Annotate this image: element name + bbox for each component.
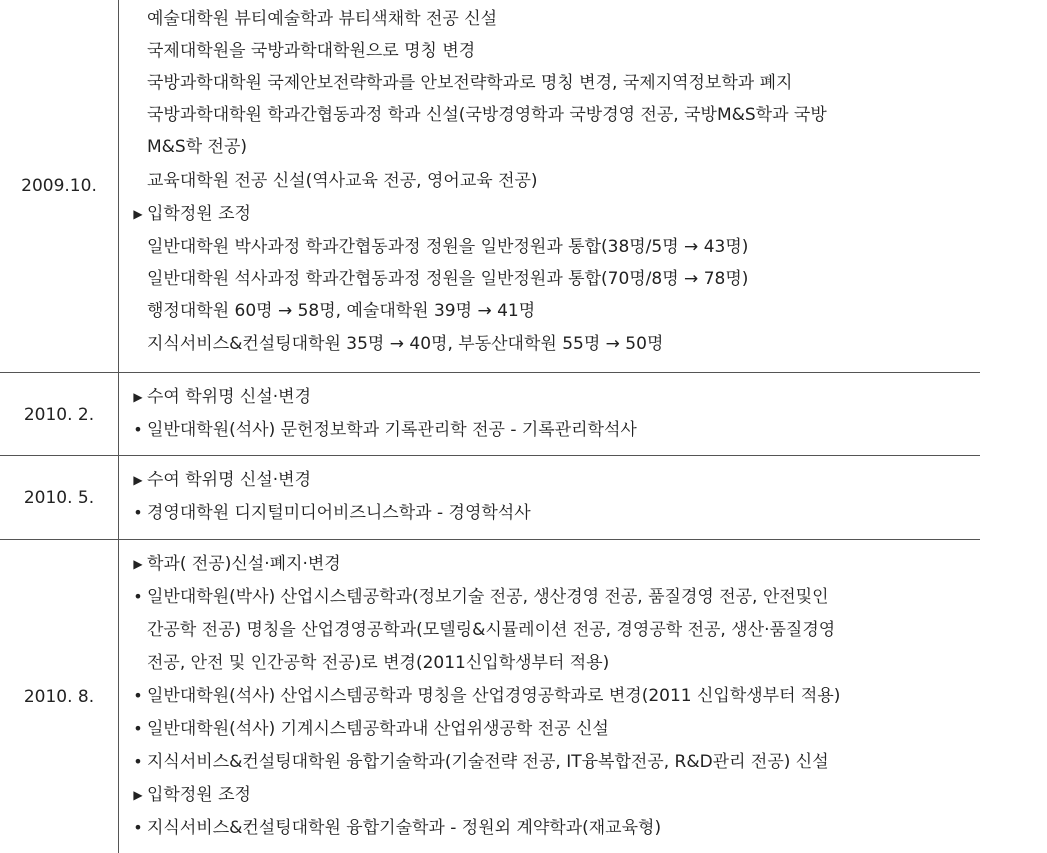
text-line bbox=[118, 386, 311, 408]
date-label: 2010. 2. bbox=[23, 404, 95, 425]
table-row bbox=[0, 0, 980, 372]
text-line bbox=[118, 333, 663, 355]
bullet-icon: • bbox=[133, 752, 143, 771]
bullet-icon: • bbox=[133, 503, 143, 522]
arrow-icon: ▶ bbox=[133, 473, 143, 487]
line-text: 수여 학위명 신설·변경 bbox=[147, 387, 312, 407]
text-line bbox=[118, 469, 311, 491]
date-label: 2009.10. bbox=[21, 176, 97, 196]
bullet-icon: • bbox=[133, 587, 143, 606]
text-line bbox=[118, 419, 637, 441]
text-line bbox=[118, 784, 251, 806]
line-text: 입학정원 조정 bbox=[147, 785, 251, 805]
line-text: 행정대학원 60명 → 58명, 예술대학원 39명 → 41명 bbox=[147, 301, 536, 321]
text-line bbox=[118, 619, 835, 641]
date-cell bbox=[0, 540, 118, 853]
bullet-icon: • bbox=[133, 420, 143, 439]
arrow-icon: ▶ bbox=[133, 557, 143, 571]
line-text: 전공, 안전 및 인간공학 전공)로 변경(2011신입학생부터 적용) bbox=[147, 653, 610, 673]
text-line bbox=[118, 236, 748, 258]
text-line bbox=[118, 817, 661, 839]
text-line bbox=[118, 72, 792, 94]
text-line bbox=[118, 751, 829, 773]
line-text: 경영대학원 디지털미디어비즈니스학과 - 경영학석사 bbox=[147, 503, 531, 523]
text-line bbox=[118, 40, 475, 62]
text-line bbox=[118, 553, 341, 575]
arrow-icon: ▶ bbox=[133, 207, 143, 221]
text-line bbox=[118, 718, 609, 740]
bullet-icon: • bbox=[133, 818, 143, 837]
arrow-icon: ▶ bbox=[133, 788, 143, 802]
line-text: 지식서비스&컨설팅대학원 융합기술학과(기술전략 전공, IT융복합전공, R&D관리 전공) 신설 bbox=[147, 752, 829, 772]
line-text: 일반대학원 석사과정 학과간협동과정 정원을 일반정원과 통합(70명/8명 → 78명) bbox=[147, 269, 749, 289]
table-row bbox=[0, 539, 980, 853]
line-text: 수여 학위명 신설·변경 bbox=[147, 470, 312, 490]
text-line bbox=[118, 170, 538, 192]
line-text: 지식서비스&컨설팅대학원 융합기술학과 - 정원외 계약학과(재교육형) bbox=[147, 818, 662, 838]
date-cell bbox=[0, 0, 118, 372]
line-text: 일반대학원(석사) 산업시스템공학과 명칭을 산업경영공학과로 변경(2011 신입학생부터 적용) bbox=[147, 686, 841, 706]
text-line bbox=[118, 685, 840, 707]
bullet-icon: • bbox=[133, 686, 143, 705]
line-text: 국방과학대학원 학과간협동과정 학과 신설(국방경영학과 국방경영 전공, 국방M&S학과 국방 bbox=[147, 105, 827, 125]
date-cell bbox=[0, 373, 118, 456]
text-line bbox=[118, 136, 247, 158]
text-line bbox=[118, 300, 535, 322]
line-text: 입학정원 조정 bbox=[147, 204, 251, 224]
line-text: 일반대학원(석사) 문헌정보학과 기록관리학 전공 - 기록관리학석사 bbox=[147, 420, 637, 440]
line-text: 학과( 전공)신설·폐지·변경 bbox=[147, 554, 341, 574]
text-line bbox=[118, 502, 531, 524]
line-text: 일반대학원 박사과정 학과간협동과정 정원을 일반정원과 통합(38명/5명 → 43명) bbox=[147, 237, 749, 257]
text-line bbox=[118, 8, 497, 30]
line-text: 교육대학원 전공 신설(역사교육 전공, 영어교육 전공) bbox=[147, 171, 538, 191]
line-text: M&S학 전공) bbox=[147, 137, 248, 157]
date-label: 2010. 8. bbox=[23, 686, 95, 707]
line-text: 지식서비스&컨설팅대학원 35명 → 40명, 부동산대학원 55명 → 50명 bbox=[147, 334, 664, 354]
line-text: 국방과학대학원 국제안보전략학과를 안보전략학과로 명칭 변경, 국제지역정보학과 폐지 bbox=[147, 73, 793, 93]
text-line bbox=[118, 652, 609, 674]
table-row bbox=[0, 372, 980, 456]
bullet-icon: • bbox=[133, 719, 143, 738]
text-line bbox=[118, 586, 829, 608]
line-text: 예술대학원 뷰티예술학과 뷰티색채학 전공 신설 bbox=[147, 9, 498, 29]
line-text: 일반대학원(박사) 산업시스템공학과(정보기술 전공, 생산경영 전공, 품질경영 전공, 안전및인 bbox=[147, 587, 829, 607]
date-label: 2010. 5. bbox=[23, 488, 95, 508]
line-text: 국제대학원을 국방과학대학원으로 명칭 변경 bbox=[147, 41, 476, 61]
text-line bbox=[118, 203, 251, 225]
text-line bbox=[118, 268, 748, 290]
table-row bbox=[0, 455, 980, 540]
line-text: 간공학 전공) 명칭을 산업경영공학과(모델링&시뮬레이션 전공, 경영공학 전공, 생산·품질경영 bbox=[147, 620, 836, 640]
arrow-icon: ▶ bbox=[133, 390, 143, 404]
line-text: 일반대학원(석사) 기계시스템공학과내 산업위생공학 전공 신설 bbox=[147, 719, 609, 739]
text-line bbox=[118, 104, 827, 126]
date-cell bbox=[0, 456, 118, 540]
